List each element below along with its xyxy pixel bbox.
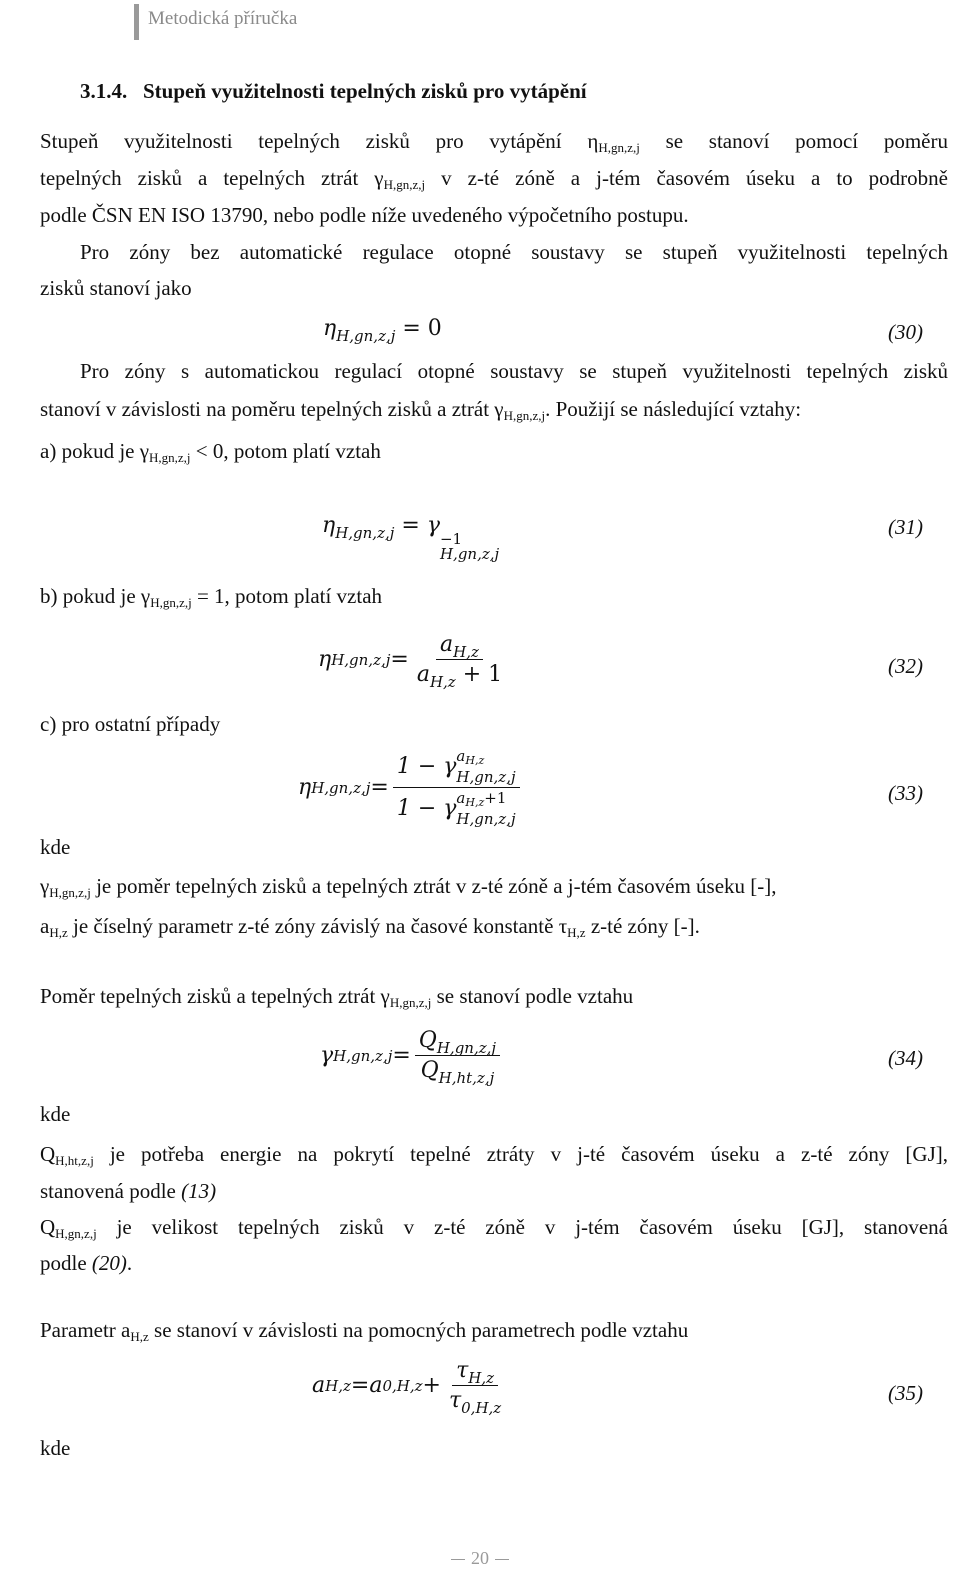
definition-q-ht-line2: stanovená podle (13) <box>40 1179 217 1203</box>
equation-number-33: (33) <box>888 781 923 805</box>
header-title: Metodická příručka <box>148 8 298 29</box>
p3-line2: stanoví v závislosti na poměru tepelných zisků a ztrát $\gamma_{H,gn,z,j}$. Použijí se následující vztahy: <box>40 397 802 423</box>
section-number: 3.1.4. <box>80 79 128 103</box>
case-b: b) pokud je $\gamma_{H,gn,z,j} = 1$, potom platí vztah <box>40 584 383 610</box>
p1-line1: Stupeň využitelnosti tepelných zisků pro vytápění $\eta_{H,gn,z,j}$ se stanoví pomocí poměru <box>40 129 948 155</box>
reference-13: (13) <box>181 1179 217 1203</box>
definition-q-gn: $Q_{H,gn,z,j}$ je velikost tepelných zisků v z-té zóně v j-tém časovém úseku [GJ], stanovená <box>40 1215 948 1241</box>
equation-32: η H,gn,z,j = $\frac{a_{H,z}}{a_{H,z} + 1}$ <box>318 632 510 687</box>
definition-q-gn-line2: podle (20). <box>40 1251 133 1275</box>
definition-gamma: $\gamma_{H,gn,z,j}$ je poměr tepelných zisků a tepelných ztrát v z-té zóně a j-tém časovém úseku [-], <box>40 874 777 900</box>
case-c: c) pro ostatní případy <box>40 712 221 736</box>
section-title: Stupeň využitelnosti tepelných zisků pro vytápění <box>143 79 587 103</box>
p2-line2: zisků stanoví jako <box>40 276 192 300</box>
equation-number-32: (32) <box>888 654 923 678</box>
fraction-32: $\frac{a_{H,z}}{a_{H,z} + 1}$ <box>416 632 503 691</box>
kde-label-1: kde <box>40 835 71 859</box>
section-heading <box>80 76 587 106</box>
equation-number-31: (31) <box>888 515 923 539</box>
equation-number-35: (35) <box>888 1381 923 1405</box>
equation-number-30: (30) <box>888 320 923 344</box>
equation-33: η H,gn,z,j = 1 − γ $a_{H,z}$ H,gn,z,j 1 − γ $a_{H,z}+1$ H,gn,z,j <box>298 748 524 827</box>
reference-20: (20) <box>91 1251 127 1275</box>
equation-34: γ H,gn,z,j = $\frac{Q_{H,gn,z,j}}{Q_{H,ht,z,j}}$ <box>320 1028 504 1083</box>
p3-line1: Pro zóny s automatickou regulací otopné soustavy se stupeň využitelnosti tepelných zisků <box>80 359 948 383</box>
equation-30: $\eta_{H,gn,z,j} = 0$ <box>323 316 442 345</box>
p1-line3: podle ČSN EN ISO 13790, nebo podle níže uvedeného výpočetního postupu. <box>40 203 689 227</box>
kde-label-3: kde <box>40 1436 71 1460</box>
p5: Parametr $a_{H,z}$ se stanoví v závislosti na pomocných parametrech podle vztahu <box>40 1318 689 1344</box>
kde-label-2: kde <box>40 1102 71 1126</box>
case-a: a) pokud je $\gamma_{H,gn,z,j} < 0$, potom platí vztah <box>40 439 381 465</box>
p2-line1: Pro zóny bez automatické regulace otopné soustavy se stupeň využitelnosti tepelných <box>80 240 948 264</box>
fraction-33: 1 − γ $a_{H,z}$ H,gn,z,j 1 − γ $a_{H,z}+1$ H,gn,z,j <box>393 748 520 827</box>
definition-q-ht: $Q_{H,ht,z,j}$ je potřeba energie na pokrytí tepelné ztráty v j-té časovém úseku a z-té zóny [GJ], <box>40 1142 948 1168</box>
p1-line2: tepelných zisků a tepelných ztrát $\gamma_{H,gn,z,j}$ v z-té zóně a j-tém časovém úseku a to podrobně <box>40 166 948 192</box>
header-bar <box>134 4 139 40</box>
fraction-35: $\frac{\tau_{H,z}}{\tau_{0,H,z}}$ <box>448 1358 502 1417</box>
equation-35: a H,z = a 0,H,z + $\frac{\tau_{H,z}}{\tau_{0,H,z}}$ <box>312 1358 509 1413</box>
fraction-34: $\frac{Q_{H,gn,z,j}}{Q_{H,ht,z,j}}$ <box>415 1028 500 1083</box>
p4: Poměr tepelných zisků a tepelných ztrát $\gamma_{H,gn,z,j}$ se stanoví podle vztahu <box>40 984 634 1010</box>
equation-31: $\eta_{H,gn,z,j} = \gamma$ −1 H,gn,z,j <box>322 513 500 563</box>
page-number: 20 <box>0 1548 960 1569</box>
definition-a: $a_{H,z}$ je číselný parametr z-té zóny závislý na časové konstantě $\tau_{H,z}$ z-té zóny [-]. <box>40 914 700 940</box>
equation-number-34: (34) <box>888 1046 923 1070</box>
